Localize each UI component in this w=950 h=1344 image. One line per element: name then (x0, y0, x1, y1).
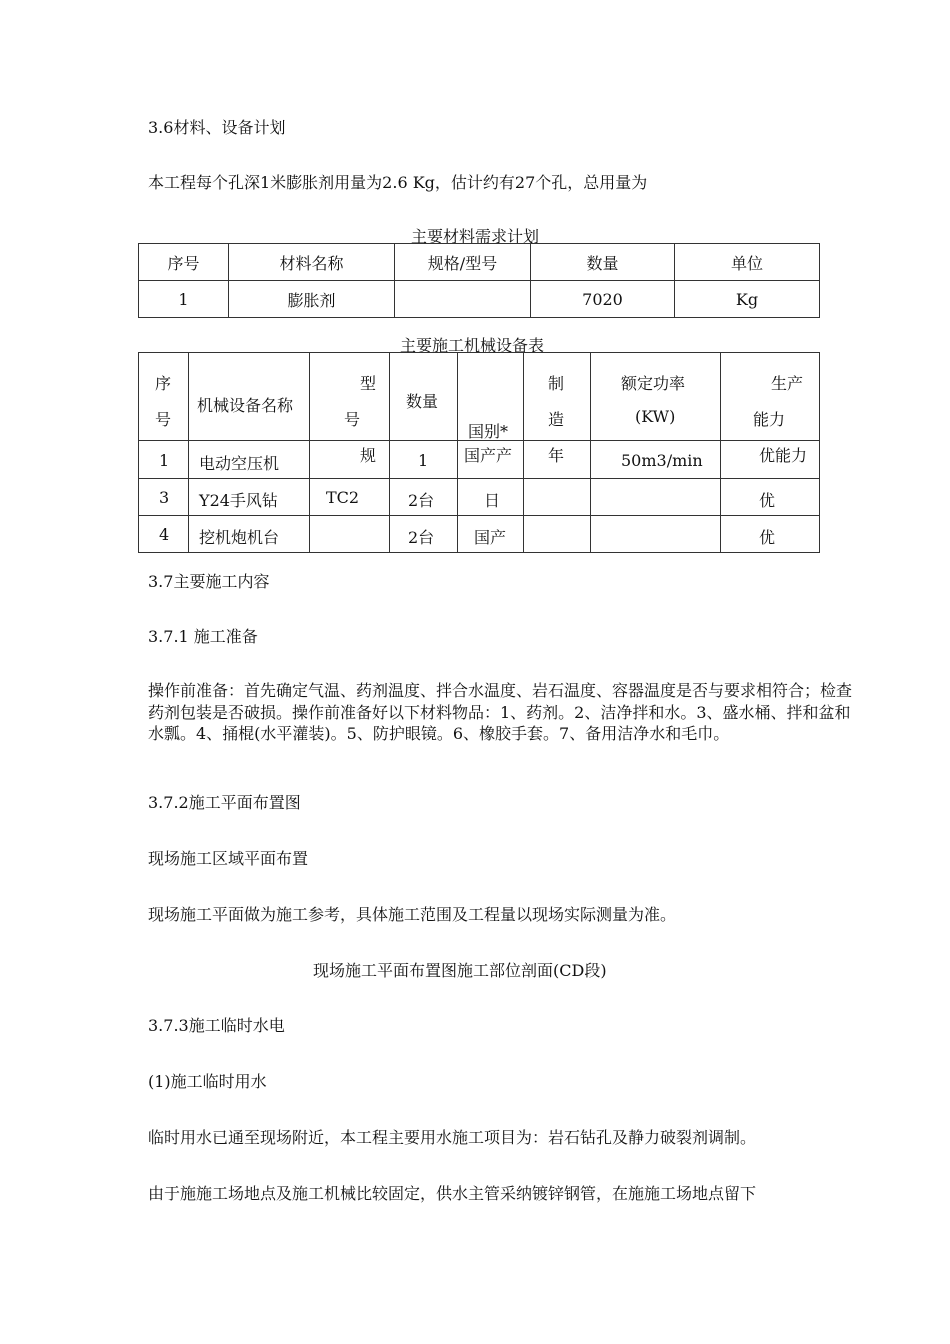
equipment-table (138, 352, 820, 553)
table-row (139, 479, 820, 516)
header-quantity: 数量 (390, 353, 458, 441)
cell-country: 日 (458, 479, 524, 516)
section-heading-3-7-2: 3.7.2施工平面布置图 (148, 793, 301, 812)
cell-manufacture: 年 (524, 441, 591, 479)
header-manufacture-line1: 制 (548, 374, 565, 393)
header-unit: 单位 (675, 244, 820, 281)
header-capacity-line1: 生产 (771, 374, 804, 393)
section-heading-3-6: 3.6材料、设备计划 (148, 118, 286, 137)
header-seq-line2: 号 (155, 410, 172, 429)
equipment-table-header-row (139, 353, 820, 441)
header-manufacture (524, 353, 591, 441)
header-seq: 序号 (139, 244, 229, 281)
cell-quantity: 1 (390, 441, 458, 479)
cell-capacity: 优 (721, 516, 820, 553)
equipment-table-title: 主要施工机械设备表 (400, 336, 545, 355)
header-spec-model: 规格/型号 (395, 244, 531, 281)
cell-unit: Kg (675, 281, 820, 318)
header-material-name: 材料名称 (229, 244, 395, 281)
cell-rated-power (591, 516, 721, 553)
subheading-site-layout: 现场施工区域平面布置 (148, 849, 309, 868)
cell-rated-power: 50m3/min (591, 441, 721, 479)
cell-quantity: 7020 (531, 281, 675, 318)
paragraph-site-plan-note: 现场施工平面做为施工参考，具体施工范围及工程量以现场实际测量为准。 (148, 905, 677, 924)
header-quantity: 数量 (531, 244, 675, 281)
cell-seq: 3 (139, 479, 189, 516)
cell-seq: 4 (139, 516, 189, 553)
paragraph-water-supply: 由于施施工场地点及施工机械比较固定，供水主管采纳镀锌钢管，在施施工场地点留下 (148, 1184, 757, 1203)
section-heading-3-7: 3.7主要施工内容 (148, 572, 270, 591)
cell-country: 国产产 (458, 441, 524, 479)
cell-quantity: 2台 (390, 516, 458, 553)
cell-equipment-name: 挖机炮机台 (189, 516, 310, 553)
table-row (139, 516, 820, 553)
cell-capacity: 优能力 (721, 441, 820, 479)
cell-country: 国产 (458, 516, 524, 553)
cell-equipment-name: 电动空压机 (189, 441, 310, 479)
header-model (310, 353, 390, 441)
header-capacity-line2: 能力 (753, 410, 786, 429)
header-country: 国别* (458, 353, 524, 441)
header-power-unit: (KW) (635, 407, 676, 426)
paragraph-expansion-agent-usage: 本工程每个孔深1米膨胀剂用量为2.6 Kg，估计约有27个孔，总用量为 (148, 173, 648, 192)
cell-quantity: 2台 (390, 479, 458, 516)
table-row (139, 441, 820, 479)
paragraph-water-usage: 临时用水已通至现场附近，本工程主要用水施工项目为：岩石钻孔及静力破裂剂调制。 (148, 1128, 757, 1147)
header-capacity (721, 353, 820, 441)
cell-manufacture (524, 516, 591, 553)
section-heading-3-7-1: 3.7.1 施工准备 (148, 627, 258, 646)
cell-seq: 1 (139, 441, 189, 479)
cell-material-name: 膨胀剂 (229, 281, 395, 318)
header-seq-line1: 序 (155, 374, 172, 393)
header-equipment-name: 机械设备名称 (189, 353, 310, 441)
cell-capacity: 优 (721, 479, 820, 516)
cell-rated-power (591, 479, 721, 516)
material-table (138, 243, 820, 318)
header-model-line2: 号 (344, 410, 361, 429)
figure-caption-site-plan: 现场施工平面布置图施工部位剖面(CD段) (313, 961, 607, 980)
section-heading-3-7-3: 3.7.3施工临时水电 (148, 1016, 285, 1035)
cell-manufacture (524, 479, 591, 516)
header-manufacture-line2: 造 (548, 410, 565, 429)
cell-spec-model (395, 281, 531, 318)
cell-model: TC2 (310, 479, 390, 516)
subheading-temporary-water: (1)施工临时用水 (148, 1072, 267, 1091)
header-rated-power: 额定功率 (KW) (591, 353, 721, 441)
material-table-title: 主要材料需求计划 (411, 227, 540, 246)
cell-model: 规 (310, 441, 390, 479)
cell-equipment-name: Y24手风钻 (189, 479, 310, 516)
paragraph-preparation: 操作前准备：首先确定气温、药剂温度、拌合水温度、岩石温度、容器温度是否与要求相符合；检查药剂包装是否破损。操作前准备好以下材料物品：1、药剂。2、洁净拌和水。3、盛水桶、拌和盆和水瓢。4、捅棍(水平灌装)。5、防护眼镜。6、橡胶手套。7、备用洁净水和毛巾。 (148, 681, 853, 743)
header-model-line1: 型 (360, 374, 377, 393)
cell-seq: 1 (139, 281, 229, 318)
cell-model (310, 516, 390, 553)
material-table-header-row (139, 244, 820, 281)
table-row (139, 281, 820, 318)
header-seq (139, 353, 189, 441)
